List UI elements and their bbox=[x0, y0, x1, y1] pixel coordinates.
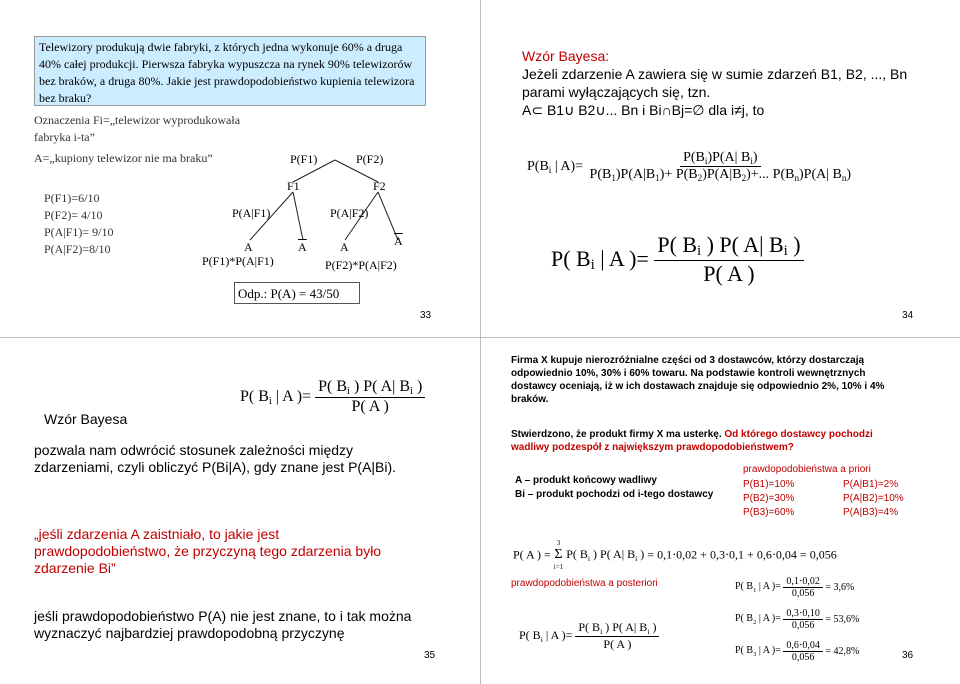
bayes-formula-full: $P(B_i$ | A)= $\frac{P(B_i)P(A| B_i)}{P(B_1)P(A|B_1)+ P(B_2)P(A|B_2)+... P(B_n)P(A| B_n)}$ bbox=[527, 150, 852, 183]
section-title: Wzór Bayesa bbox=[522, 48, 606, 64]
question-statement: Stwierdzono, że produkt firmy X ma usterkę. bbox=[511, 429, 722, 440]
page-number: 35 bbox=[424, 650, 436, 661]
priori-item: P(B3)=60% bbox=[743, 507, 795, 518]
conditional-item: P(A|B1)=2% bbox=[843, 479, 899, 490]
problem-intro: Firma X kupuje nierozróżnialne części od 3 dostawców, którzy dostarczają odpowiednio 10%, 30% i 60% towaru. Na podstawie kontroli wewnętrznych dostawcy oceniają, iż w ich dostawach znajduje się odpowiednio 2%, 10% i 4% braków. bbox=[511, 355, 885, 405]
posteriori-title: prawdopodobieństwa a posteriori bbox=[511, 578, 658, 589]
posteriori-results bbox=[735, 576, 859, 672]
tree-product-1: P(F1)*P(A|F1) bbox=[202, 254, 274, 268]
tree-product-2: P(F2)*P(A|F2) bbox=[325, 258, 397, 272]
prob-item: P(A|F1)= 9/10 bbox=[44, 225, 114, 239]
slide-34 bbox=[481, 0, 960, 337]
post-result: = 3,6% bbox=[825, 582, 855, 593]
prob-item: P(A|F2)=8/10 bbox=[44, 242, 111, 256]
question-text bbox=[511, 428, 911, 454]
post-denominator: 0,056 bbox=[791, 652, 815, 663]
note-text bbox=[34, 608, 424, 642]
answer-text: Odp.: P(A) = 43/50 bbox=[238, 286, 340, 301]
title-colon: : bbox=[605, 48, 610, 64]
prob-item: P(F2)= 4/10 bbox=[44, 208, 103, 222]
bayes-formula-large: P( $B_i$ | A )= $\frac{P( B_i ) P( A| B_i )}{P( A )}$ bbox=[551, 232, 804, 287]
priori-title: prawdopodobieństwa a priori bbox=[743, 464, 871, 475]
notation-a-text: A=„kupiony telewizor nie ma braku” bbox=[34, 151, 213, 165]
quote: „jeśli zdarzenia A zaistniało, to jakie jest prawdopodobieństwo, że przyczyną tego zdarzenia było zdarzenie Bi” bbox=[34, 526, 382, 576]
tree-node-a1: A bbox=[244, 240, 253, 254]
notation-fi-text: Oznaczenia Fi=„telewizor wyprodukowała fabryka i-ta” bbox=[34, 113, 241, 144]
page-number: 33 bbox=[420, 310, 432, 321]
page-number: 36 bbox=[902, 650, 914, 661]
post-numerator: 0,3⋅0,10 bbox=[783, 608, 822, 620]
quote-text bbox=[34, 526, 414, 577]
tree-label-pf1: P(F1) bbox=[290, 152, 318, 166]
page-number: 34 bbox=[902, 310, 914, 321]
priori-item: P(B2)=30% bbox=[743, 493, 795, 504]
definition-a: A – produkt końcowy wadliwy bbox=[515, 475, 657, 486]
post-denominator: 0,056 bbox=[791, 588, 815, 599]
tree-node-abar2: $\overline{A}$ bbox=[394, 234, 403, 248]
prob-item: P(F1)=6/10 bbox=[44, 191, 100, 205]
section-title: Wzór Bayesa bbox=[44, 411, 128, 427]
post-numerator: 0,1⋅0,02 bbox=[783, 576, 822, 588]
tree-node-abar1: $\overline{A}$ bbox=[298, 240, 307, 254]
problem-text bbox=[511, 354, 911, 406]
posteriori-row: P( $B_3$ | A )= $\frac{0,6\cdot 0,04}{0,056}$ = 42,8% bbox=[735, 640, 860, 663]
priori-item: P(B1)=10% bbox=[743, 479, 795, 490]
bayes-formula: P( $B_i$ | A )= $\frac{P( B_i ) P( A| B_i )}{P( A )}$ bbox=[519, 620, 659, 652]
slide-35 bbox=[0, 338, 480, 684]
event-definitions bbox=[515, 474, 745, 502]
answer-box bbox=[234, 282, 360, 304]
definition-b: Bi – produkt pochodzi od i-tego dostawcy bbox=[515, 489, 714, 500]
tree-label-pf2: P(F2) bbox=[356, 152, 384, 166]
total-computation: = 0,1⋅0,02 + 0,3⋅0,1 + 0,6⋅0,04 = 0,056 bbox=[647, 547, 837, 562]
definition-text: Jeżeli zdarzenie A zawiera się w sumie zdarzeń B1, B2, ..., Bn parami wyłączających się, tzn. bbox=[522, 66, 908, 100]
note: jeśli prawdopodobieństwo P(A) nie jest znane, to i tak można wyznaczyć najbardziej prawdopodobną przyczynę bbox=[34, 608, 412, 641]
conditional-item: P(A|B2)=10% bbox=[843, 493, 904, 504]
explanation-1: pozwala nam odwrócić stosunek zależności między zdarzeniami, czyli obliczyć P(Bi|A), gdy znane jest P(A|Bi). bbox=[34, 442, 397, 475]
priori-list bbox=[743, 478, 794, 520]
posteriori-row: P( $B_1$ | A )= $\frac{0,1\cdot 0,02}{0,056}$ = 3,6% bbox=[735, 576, 855, 599]
tree-label-paf1: P(A|F1) bbox=[232, 206, 271, 220]
tree-edge bbox=[293, 192, 303, 240]
bayes-definition bbox=[522, 47, 917, 119]
post-result: = 42,8% bbox=[825, 646, 860, 657]
tree-node-a2: A bbox=[340, 240, 349, 254]
posteriori-row: P( $B_2$ | A )= $\frac{0,3\cdot 0,10}{0,056}$ = 53,6% bbox=[735, 608, 860, 631]
conditional-list bbox=[843, 478, 904, 520]
bayes-formula: P( $B_i$ | A )= $\frac{P( B_i ) P( A| B_i )}{P( A )}$ bbox=[240, 378, 425, 416]
tree-edge bbox=[378, 192, 398, 240]
post-numerator: 0,6⋅0,04 bbox=[783, 640, 822, 652]
conditional-item: P(A|B3)=4% bbox=[843, 507, 899, 518]
post-denominator: 0,056 bbox=[791, 620, 815, 631]
total-probability: P( A ) = 3 Σ i=1 P( $B_i$ ) P( A| $B_i$ ) = 0,1⋅0,02 + 0,3⋅0,1 + 0,6⋅0,04 = 0,056 bbox=[513, 539, 837, 571]
explanation-text bbox=[34, 442, 414, 476]
post-result: = 53,6% bbox=[825, 614, 860, 625]
question: Od którego dostawcy pochodzi wadliwy podzespół z największym prawdopodobieństwem? bbox=[511, 429, 873, 453]
slide-33 bbox=[0, 0, 480, 337]
slide-36 bbox=[481, 338, 960, 684]
tree-node-f2: F2 bbox=[373, 179, 386, 193]
tree-label-paf2: P(A|F2) bbox=[330, 206, 369, 220]
tree-node-f1: F1 bbox=[287, 179, 300, 193]
problem-text: Telewizory produkują dwie fabryki, z których jedna wykonuje 60% a druga 40% całej produkcji. Pierwsza fabryka wypuszcza na rynek 90% telewizorów bez braków, a druga 80%. Jakie jest prawdopodobieństwo kupienia telewizora bez braku? bbox=[39, 40, 415, 105]
definition-condition: A⊂ B1∪ B2∪... Bn i Bi∩Bj=∅ dla i≠j, to bbox=[522, 102, 765, 118]
